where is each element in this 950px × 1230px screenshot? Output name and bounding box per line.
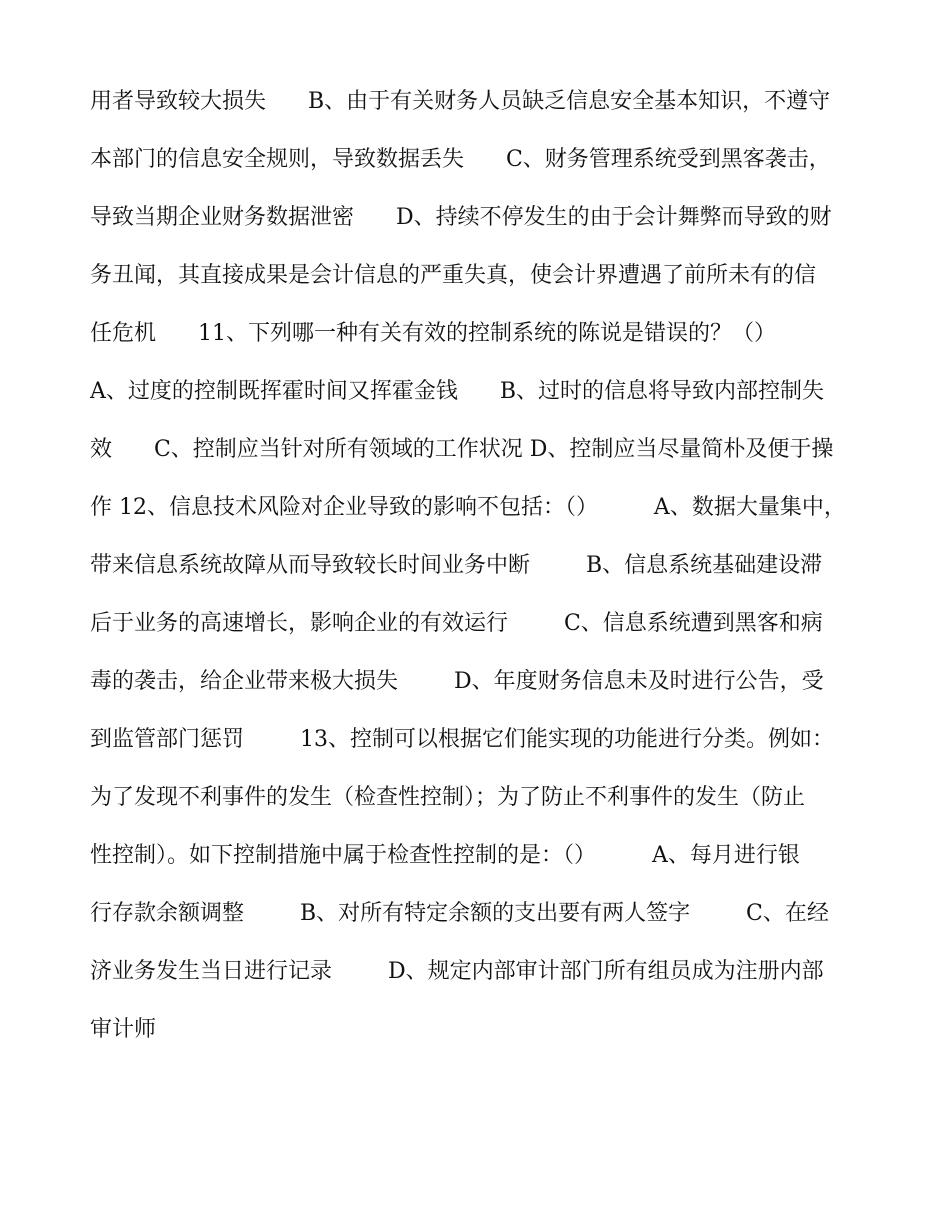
text-line: 带来信息系统故障从而导致较长时间业务中断 B、信息系统基础建设滞 — [90, 553, 823, 578]
text-line: A、过度的控制既挥霍时间又挥霍金钱 B、过时的信息将导致内部控制失 — [90, 379, 825, 404]
text-line: 性控制）。如下控制措施中属于检查性控制的是：（） A、每月进行银 — [90, 843, 800, 868]
text-line: 作 12、信息技术风险对企业导致的影响不包括：（） A、数据大量集中， — [90, 495, 846, 520]
text-line: 毒的袭击，给企业带来极大损失 D、年度财务信息未及时进行公告，受 — [90, 669, 824, 694]
text-line: 本部门的信息安全规则，导致数据丢失 C、财务管理系统受到黑客袭击， — [90, 147, 831, 172]
text-line: 行存款余额调整 B、对所有特定余额的支出要有两人签字 C、在经 — [90, 901, 829, 926]
text-line: 审计师 — [90, 1017, 157, 1042]
text-line: 为了发现不利事件的发生（检查性控制）；为了防止不利事件的发生（防止 — [90, 785, 806, 810]
text-line: 后于业务的高速增长，影响企业的有效运行 C、信息系统遭到黑客和病 — [90, 611, 823, 636]
text-line: 用者导致较大损失 B、由于有关财务人员缺乏信息安全基本知识，不遵守 — [90, 89, 831, 114]
text-line: 导致当期企业财务数据泄密 D、持续不停发生的由于会计舞弊而导致的财 — [90, 205, 832, 230]
text-line: 务丑闻，其直接成果是会计信息的严重失真，使会计界遭遇了前所未有的信 — [90, 263, 817, 288]
text-line: 任危机 11、下列哪一种有关有效的控制系统的陈说是错误的？（） — [90, 321, 776, 346]
text-line: 效 C、控制应当针对所有领域的工作状况 D、控制应当尽量简朴及便于操 — [90, 437, 834, 462]
text-line: 到监管部门惩罚 13、控制可以根据它们能实现的功能进行分类。例如： — [90, 727, 834, 752]
text-line: 济业务发生当日进行记录 D、规定内部审计部门所有组员成为注册内部 — [90, 959, 824, 984]
